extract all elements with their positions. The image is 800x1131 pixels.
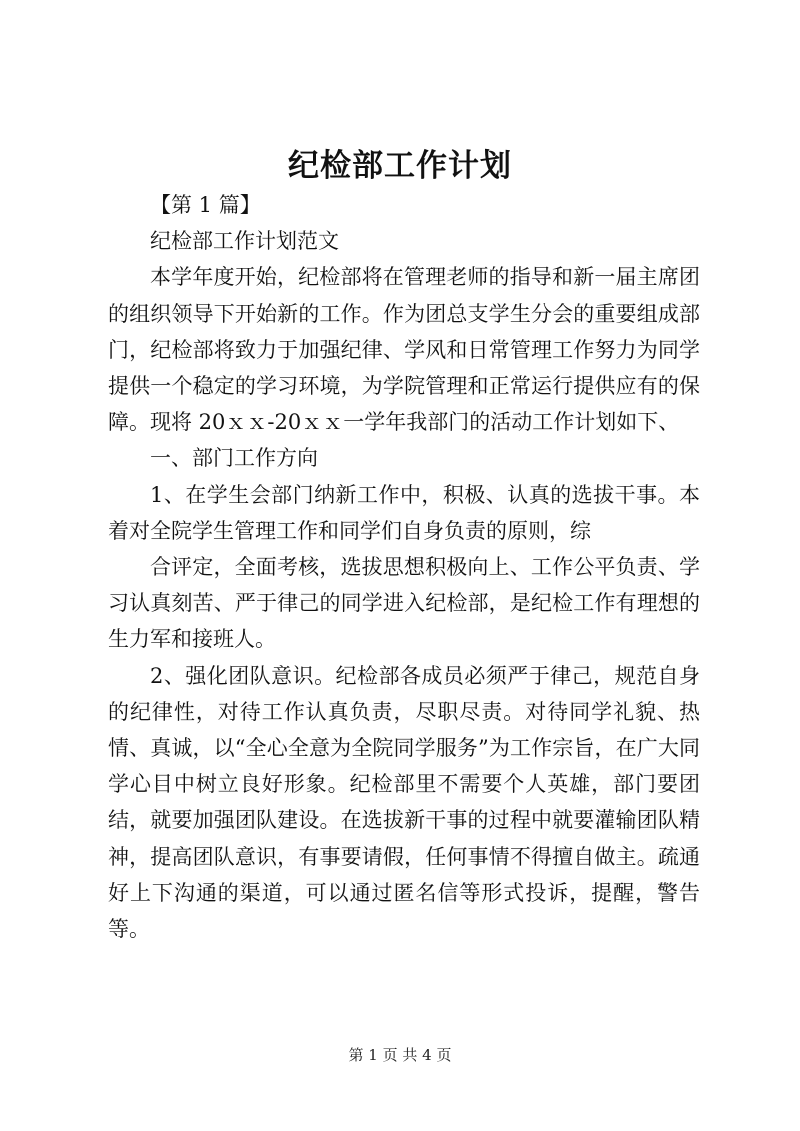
document-title: 纪检部工作计划 [288, 148, 512, 184]
item-2-paragraph: 2、强化团队意识。纪检部各成员必须严于律己，规范自身的纪律性，对待工作认真负责，尽职尽责。对待同学礼貌、热情、真诚，以“全心全意为全院同学服务”为工作宗旨，在广大同学心目中树立良好形象。纪检部里不需要个人英雄，部门要团结，就要加强团队建设。在选拔新干事的过程中就要灌输团队精神，提高团队意识，有事要请假，任何事情不得擅自做主。疏通好上下沟通的渠道，可以通过匿名信等形式投诉，提醒，警告等。 [108, 663, 700, 942]
intro-paragraph: 本学年度开始，纪检部将在管理老师的指导和新一届主席团的组织领导下开始新的工作。作为团总支学生分会的重要组成部门，纪检部将致力于加强纪律、学风和日常管理工作努力为同学提供一个稳定的学习环境，为学院管理和正常运行提供应有的保障。现将 20ｘｘ-20ｘｘ一学年我部门的活动工作计划如下、 [108, 265, 700, 435]
subtitle-paragraph: 纪检部工作计划范文 [150, 229, 339, 254]
direction-heading: 一、部门工作方向 [150, 446, 318, 471]
page-number-footer: 第 1 页 共 4 页 [348, 1046, 452, 1064]
document-body [108, 187, 700, 947]
section-heading: 【第 1 篇】 [150, 193, 261, 217]
item-1-continued-paragraph: 合评定，全面考核，选拔思想积极向上、工作公平负责、学习认真刻苦、严于律己的同学进入纪检部，是纪检工作有理想的生力军和接班人。 [108, 555, 700, 652]
item-1-paragraph: 1、在学生会部门纳新工作中，积极、认真的选拔干事。本着对全院学生管理工作和同学们自身负责的原则，综 [108, 482, 700, 543]
